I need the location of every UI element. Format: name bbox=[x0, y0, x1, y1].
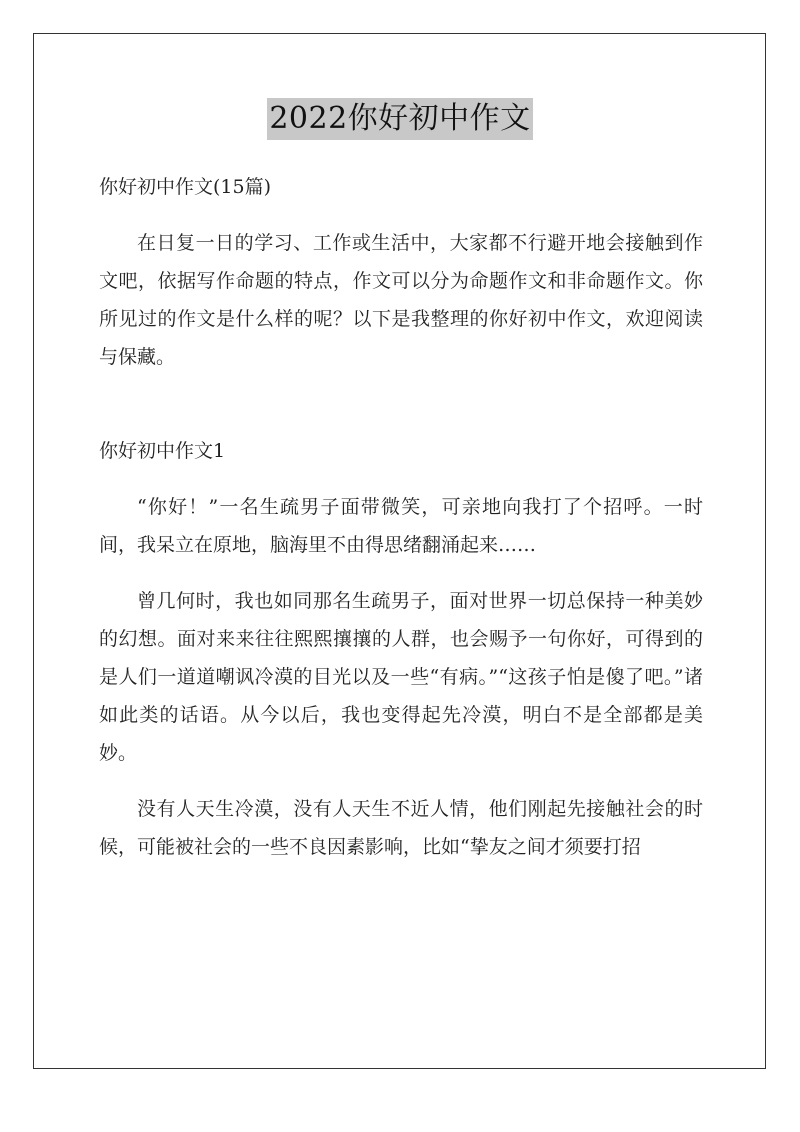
section-heading: 你好初中作文1 bbox=[99, 440, 226, 462]
intro-paragraph: 在日复一日的学习、工作或生活中，大家都不行避开地会接触到作文吧，依据写作命题的特点，作文可以分为命题作文和非命题作文。你所见过的作文是什么样的呢？以下是我整理的你好初中作文，欢迎阅读与保藏。 bbox=[99, 232, 703, 368]
document-body bbox=[99, 168, 703, 866]
title-container bbox=[0, 98, 800, 140]
document-subtitle: 你好初中作文(15篇) bbox=[99, 176, 272, 198]
document-title: 2022你好初中作文 bbox=[267, 98, 532, 140]
body-paragraph-2: 曾几何时，我也如同那名生疏男子，面对世界一切总保持一种美妙的幻想。面对来来往往熙熙攘攘的人群，也会赐予一句你好，可得到的是人们一道道嘲讽冷漠的目光以及一些“有病。”“这孩子怕是傻了吧。”诸如此类的话语。从今以后，我也变得起先冷漠，明白不是全部都是美妙。 bbox=[99, 590, 703, 764]
body-paragraph-3: 没有人天生冷漠，没有人天生不近人情，他们刚起先接触社会的时候，可能被社会的一些不良因素影响，比如“挚友之间才须要打招 bbox=[99, 798, 703, 858]
body-paragraph-1: “你好！”一名生疏男子面带微笑，可亲地向我打了个招呼。一时间，我呆立在原地，脑海里不由得思绪翻涌起来…… bbox=[99, 496, 703, 556]
